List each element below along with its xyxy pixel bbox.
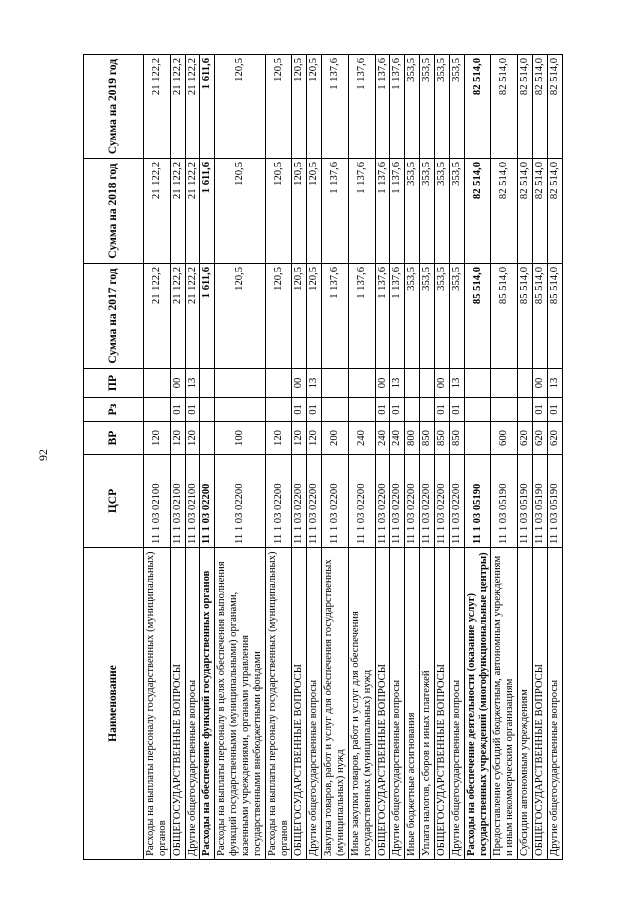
cell-name: ОБЩЕГОСУДАРСТВЕННЫЕ ВОПРОСЫ xyxy=(375,548,390,860)
cell-2018: 21 122,2 xyxy=(144,159,171,264)
cell-csr: 11 1 03 05190 xyxy=(533,455,548,548)
cell-vr xyxy=(200,422,215,455)
cell-csr: 11 1 03 02200 xyxy=(375,455,390,548)
cell-rz: 01 xyxy=(449,398,464,422)
header-rz: Рз xyxy=(84,398,144,422)
cell-csr: 11 1 03 02200 xyxy=(322,455,349,548)
cell-name: Расходы на выплаты персоналу государственных (муниципальных) органов xyxy=(265,548,292,860)
cell-vr: 100 xyxy=(215,422,265,455)
cell-pr xyxy=(491,369,518,398)
cell-pr xyxy=(348,369,375,398)
table-row xyxy=(375,55,390,860)
cell-name: Другие общегосударственные вопросы xyxy=(185,548,200,860)
cell-csr: 11 1 03 05190 xyxy=(518,455,533,548)
cell-2018: 120,5 xyxy=(307,159,322,264)
cell-2017: 120,5 xyxy=(215,264,265,369)
cell-csr: 11 1 03 02200 xyxy=(420,455,435,548)
cell-2019: 353,5 xyxy=(449,55,464,159)
cell-2019: 82 514,0 xyxy=(518,55,533,159)
cell-rz xyxy=(348,398,375,422)
cell-csr: 11 1 03 02100 xyxy=(170,455,185,548)
cell-vr: 120 xyxy=(307,422,322,455)
cell-2019: 82 514,0 xyxy=(464,55,491,159)
cell-csr: 11 1 03 05190 xyxy=(464,455,491,548)
cell-csr: 11 1 03 02200 xyxy=(307,455,322,548)
cell-csr: 11 1 03 02200 xyxy=(449,455,464,548)
cell-rz xyxy=(265,398,292,422)
cell-vr: 620 xyxy=(547,422,562,455)
cell-pr: 13 xyxy=(185,369,200,398)
cell-name: Закупка товаров, работ и услуг для обеспечения государственных (муниципальных) нужд xyxy=(322,548,349,860)
rotated-table-container xyxy=(83,55,583,860)
cell-pr: 13 xyxy=(307,369,322,398)
cell-name: Другие общегосударственные вопросы xyxy=(390,548,405,860)
cell-2019: 82 514,0 xyxy=(491,55,518,159)
table-row xyxy=(390,55,405,860)
cell-vr: 120 xyxy=(170,422,185,455)
table-row xyxy=(464,55,491,860)
cell-2019: 1 137,6 xyxy=(322,55,349,159)
cell-2018: 82 514,0 xyxy=(547,159,562,264)
cell-rz: 01 xyxy=(547,398,562,422)
cell-pr: 13 xyxy=(390,369,405,398)
cell-2019: 120,5 xyxy=(265,55,292,159)
cell-pr xyxy=(265,369,292,398)
cell-2018: 82 514,0 xyxy=(533,159,548,264)
cell-2018: 1 137,6 xyxy=(348,159,375,264)
cell-2017: 353,5 xyxy=(435,264,450,369)
cell-name: Другие общегосударственные вопросы xyxy=(547,548,562,860)
cell-vr: 240 xyxy=(348,422,375,455)
cell-vr: 620 xyxy=(533,422,548,455)
cell-pr: 00 xyxy=(170,369,185,398)
table-row xyxy=(405,55,420,860)
cell-rz xyxy=(464,398,491,422)
table-body xyxy=(144,55,563,860)
cell-vr: 200 xyxy=(322,422,349,455)
cell-vr: 120 xyxy=(144,422,171,455)
cell-rz: 01 xyxy=(435,398,450,422)
cell-rz: 01 xyxy=(185,398,200,422)
cell-vr: 620 xyxy=(518,422,533,455)
header-name: Наименование xyxy=(84,548,144,860)
cell-csr: 11 1 03 02200 xyxy=(200,455,215,548)
cell-2017: 85 514,0 xyxy=(518,264,533,369)
cell-rz xyxy=(518,398,533,422)
cell-rz xyxy=(420,398,435,422)
cell-pr xyxy=(322,369,349,398)
cell-name: Расходы на выплаты персоналу государственных (муниципальных) органов xyxy=(144,548,171,860)
cell-2017: 120,5 xyxy=(292,264,307,369)
cell-rz xyxy=(215,398,265,422)
header-2018: Сумма на 2018 год xyxy=(84,159,144,264)
cell-name: Субсидии автономным учреждениям xyxy=(518,548,533,860)
cell-2018: 120,5 xyxy=(292,159,307,264)
cell-name: Расходы на выплаты персоналу в целях обеспечения выполнения функций государственными (муниципальными) органами, казенными учреждениями, органами управления государственными внебюджетными фондами xyxy=(215,548,265,860)
cell-rz: 01 xyxy=(307,398,322,422)
cell-pr: 00 xyxy=(292,369,307,398)
cell-2018: 82 514,0 xyxy=(518,159,533,264)
cell-pr xyxy=(405,369,420,398)
cell-name: ОБЩЕГОСУДАРСТВЕННЫЕ ВОПРОСЫ xyxy=(170,548,185,860)
cell-rz: 01 xyxy=(292,398,307,422)
cell-name: Иные бюджетные ассигнования xyxy=(405,548,420,860)
cell-rz: 01 xyxy=(390,398,405,422)
cell-2017: 120,5 xyxy=(307,264,322,369)
cell-csr: 11 1 03 05190 xyxy=(547,455,562,548)
cell-2017: 120,5 xyxy=(265,264,292,369)
cell-rz: 01 xyxy=(375,398,390,422)
cell-2019: 1 137,6 xyxy=(375,55,390,159)
cell-name: ОБЩЕГОСУДАРСТВЕННЫЕ ВОПРОСЫ xyxy=(533,548,548,860)
cell-2018: 21 122,2 xyxy=(185,159,200,264)
cell-2018: 120,5 xyxy=(265,159,292,264)
cell-csr: 11 1 03 02200 xyxy=(348,455,375,548)
cell-2019: 353,5 xyxy=(420,55,435,159)
cell-2018: 1 611,6 xyxy=(200,159,215,264)
header-2017: Сумма на 2017 год xyxy=(84,264,144,369)
cell-name: ОБЩЕГОСУДАРСТВЕННЫЕ ВОПРОСЫ xyxy=(435,548,450,860)
header-2019: Сумма на 2019 год xyxy=(84,55,144,159)
table-row xyxy=(185,55,200,860)
cell-pr: 00 xyxy=(375,369,390,398)
budget-table xyxy=(83,54,563,860)
cell-2019: 120,5 xyxy=(292,55,307,159)
cell-2017: 353,5 xyxy=(449,264,464,369)
cell-vr xyxy=(464,422,491,455)
cell-2018: 353,5 xyxy=(405,159,420,264)
cell-pr: 00 xyxy=(533,369,548,398)
table-row xyxy=(348,55,375,860)
cell-2017: 85 514,0 xyxy=(464,264,491,369)
cell-csr: 11 1 03 02100 xyxy=(144,455,171,548)
cell-2018: 1 137,6 xyxy=(390,159,405,264)
cell-vr: 850 xyxy=(435,422,450,455)
table-row xyxy=(420,55,435,860)
cell-rz: 01 xyxy=(170,398,185,422)
cell-pr xyxy=(215,369,265,398)
cell-2018: 353,5 xyxy=(435,159,450,264)
cell-pr xyxy=(420,369,435,398)
cell-2017: 353,5 xyxy=(420,264,435,369)
cell-vr: 240 xyxy=(390,422,405,455)
cell-2017: 1 137,6 xyxy=(375,264,390,369)
cell-csr: 11 1 03 02200 xyxy=(435,455,450,548)
table-row xyxy=(200,55,215,860)
cell-name: Расходы на обеспечение деятельности (оказание услуг) государственных учреждений (многофункциональные центры) xyxy=(464,548,491,860)
cell-rz xyxy=(322,398,349,422)
table-header-row xyxy=(84,55,144,860)
cell-rz xyxy=(144,398,171,422)
cell-2019: 120,5 xyxy=(307,55,322,159)
cell-rz xyxy=(405,398,420,422)
cell-vr: 800 xyxy=(405,422,420,455)
cell-2017: 1 137,6 xyxy=(348,264,375,369)
cell-2017: 85 514,0 xyxy=(547,264,562,369)
cell-name: Другие общегосударственные вопросы xyxy=(307,548,322,860)
table-row xyxy=(435,55,450,860)
table-row xyxy=(449,55,464,860)
cell-2019: 82 514,0 xyxy=(533,55,548,159)
cell-2017: 21 122,2 xyxy=(144,264,171,369)
cell-csr: 11 1 03 05190 xyxy=(491,455,518,548)
cell-2019: 1 137,6 xyxy=(390,55,405,159)
cell-2019: 353,5 xyxy=(435,55,450,159)
cell-2019: 82 514,0 xyxy=(547,55,562,159)
table-row xyxy=(547,55,562,860)
cell-2019: 1 137,6 xyxy=(348,55,375,159)
cell-vr: 600 xyxy=(491,422,518,455)
cell-2017: 85 514,0 xyxy=(533,264,548,369)
table-row xyxy=(307,55,322,860)
cell-csr: 11 1 03 02200 xyxy=(405,455,420,548)
page-number: 92 xyxy=(36,449,50,461)
cell-2017: 1 137,6 xyxy=(322,264,349,369)
cell-2017: 85 514,0 xyxy=(491,264,518,369)
cell-csr: 11 1 03 02100 xyxy=(185,455,200,548)
cell-2018: 82 514,0 xyxy=(464,159,491,264)
cell-2017: 21 122,2 xyxy=(170,264,185,369)
cell-2019: 21 122,2 xyxy=(170,55,185,159)
cell-2017: 1 137,6 xyxy=(390,264,405,369)
cell-csr: 11 1 03 02200 xyxy=(215,455,265,548)
cell-2019: 21 122,2 xyxy=(185,55,200,159)
cell-vr: 240 xyxy=(375,422,390,455)
cell-csr: 11 1 03 02200 xyxy=(292,455,307,548)
cell-name: Иные закупки товаров, работ и услуг для обеспечения государственных (муниципальных) нужд xyxy=(348,548,375,860)
table-row xyxy=(144,55,171,860)
cell-vr: 120 xyxy=(185,422,200,455)
cell-2018: 82 514,0 xyxy=(491,159,518,264)
header-csr: ЦСР xyxy=(84,455,144,548)
cell-2017: 353,5 xyxy=(405,264,420,369)
cell-pr xyxy=(144,369,171,398)
header-vr: ВР xyxy=(84,422,144,455)
table-row xyxy=(292,55,307,860)
cell-2017: 21 122,2 xyxy=(185,264,200,369)
cell-2018: 21 122,2 xyxy=(170,159,185,264)
cell-rz: 01 xyxy=(533,398,548,422)
cell-2018: 1 137,6 xyxy=(375,159,390,264)
table-row xyxy=(265,55,292,860)
cell-vr: 850 xyxy=(449,422,464,455)
header-pr: ПР xyxy=(84,369,144,398)
table-row xyxy=(518,55,533,860)
cell-name: Предоставление субсидий бюджетным, автономным учреждениям и иным некоммерческим организациям xyxy=(491,548,518,860)
cell-pr xyxy=(464,369,491,398)
table-row xyxy=(215,55,265,860)
table-row xyxy=(170,55,185,860)
cell-pr: 00 xyxy=(435,369,450,398)
cell-name: ОБЩЕГОСУДАРСТВЕННЫЕ ВОПРОСЫ xyxy=(292,548,307,860)
cell-vr: 850 xyxy=(420,422,435,455)
cell-pr xyxy=(200,369,215,398)
cell-2019: 120,5 xyxy=(215,55,265,159)
cell-csr: 11 1 03 02200 xyxy=(265,455,292,548)
cell-pr: 13 xyxy=(547,369,562,398)
cell-2019: 353,5 xyxy=(405,55,420,159)
cell-2018: 120,5 xyxy=(215,159,265,264)
cell-2019: 21 122,2 xyxy=(144,55,171,159)
cell-name: Другие общегосударственные вопросы xyxy=(449,548,464,860)
cell-pr: 13 xyxy=(449,369,464,398)
cell-vr: 120 xyxy=(292,422,307,455)
cell-2019: 1 611,6 xyxy=(200,55,215,159)
cell-csr: 11 1 03 02200 xyxy=(390,455,405,548)
cell-rz xyxy=(200,398,215,422)
cell-2018: 353,5 xyxy=(449,159,464,264)
cell-vr: 120 xyxy=(265,422,292,455)
cell-2018: 353,5 xyxy=(420,159,435,264)
cell-2018: 1 137,6 xyxy=(322,159,349,264)
table-row xyxy=(491,55,518,860)
cell-2017: 1 611,6 xyxy=(200,264,215,369)
cell-pr xyxy=(518,369,533,398)
cell-name: Уплата налогов, сборов и иных платежей xyxy=(420,548,435,860)
cell-rz xyxy=(491,398,518,422)
table-row xyxy=(533,55,548,860)
table-row xyxy=(322,55,349,860)
cell-name: Расходы на обеспечение функций государственных органов xyxy=(200,548,215,860)
